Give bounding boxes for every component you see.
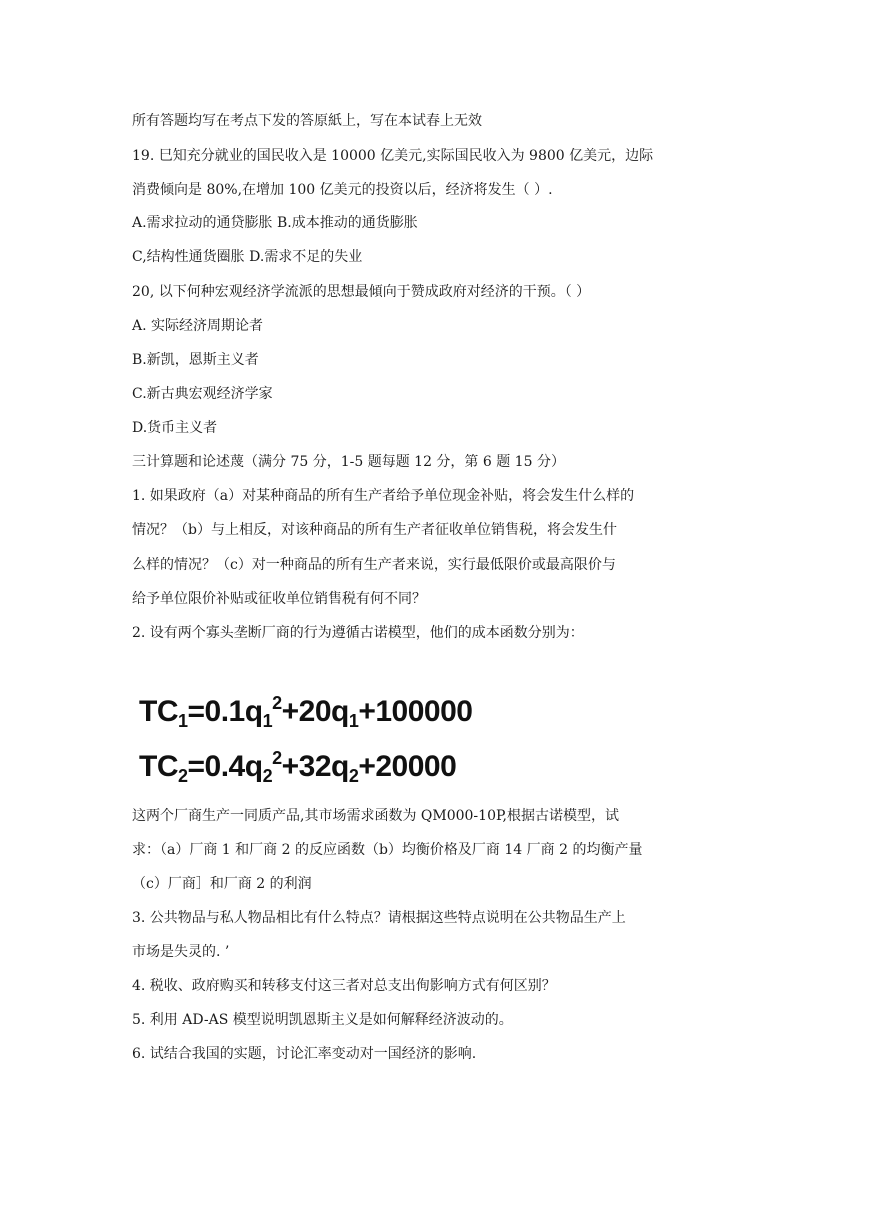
calc-question-1-line-3: 么样的情况？（c）对一种商品的所有生产者来说，实行最低限价或最高限价与 [132,557,616,573]
question-20-stem: 20, 以下何种宏观经济学流派的思想最傾向于赞成政府对经济的干预。（ ） [132,284,591,300]
calc-question-3-line-2: 市场是失灵的. ’ [132,944,230,960]
question-20-option-a: A. 实际经济周期论者 [132,318,264,334]
question-19-options-a-b: A.需求拉动的通贷膨胀 B.成本推动的通货膨胀 [132,215,418,231]
question-20-option-b: B.新凯，恩斯主义者 [132,352,259,368]
question-19-options-c-d: C,结构性通货圈胀 D.需求不足的失业 [132,249,363,265]
calc-question-3-line-1: 3. 公共物品与私人物品相比有什么特点？请根据这些特点说明在公共物品生产上 [132,910,626,926]
section-3-heading: 三计算题和论述蔑（满分 75 分，1-5 题每题 12 分，第 6 题 15 分） [132,454,565,470]
answer-sheet-notice: 所有答题均写在考点下发的答原紙上，写在本试春上无效 [132,113,482,129]
calc-question-6: 6. 试结合我国的实题，讨论汇率变动对一国经济的影响. [132,1046,477,1062]
calc-question-5: 5. 利用 AD-AS 模型说明凯恩斯主义是如何解释经济波动的。 [132,1012,513,1028]
question-19-line-2: 消费倾向是 80%,在增加 100 亿美元的投资以后，经济将发生（ ）. [132,182,553,198]
calc-question-2-line-1: 2. 设有两个寡头垄断厂商的行为遵循古诺模型，他们的成本函数分别为： [132,625,584,641]
calc-question-1-line-4: 给予单位限价补贴或征收单位销售税有何不同？ [132,591,426,607]
cost-function-firm-2: $TC_2=0.4q_2^2+32q_2+20000$ [139,748,457,786]
question-20-option-c: C.新古典宏观经济学家 [132,386,273,402]
calc-question-1-line-1: 1. 如果政府（a）对某种商品的所有生产者给予单位现金补贴，将会发生什么样的 [132,488,635,504]
question-19-line-1: 19. 巳知充分就业的国民收入是 10000 亿美元,实际国民收入为 9800 亿美元，边际 [132,148,654,164]
question-20-option-d: D.货币主义者 [132,420,218,436]
cost-function-firm-1: $TC_1=0.1q_1^2+20q_1+100000$ [139,693,473,731]
calc-question-2-line-2: 这两个厂商生产一同质产品,其市场需求函数为 QM000-10P,根据古诺模型，试 [132,808,620,824]
calc-question-2-line-3: 求：（a）厂商 1 和厂商 2 的反应函数（b）均衡价格及厂商 14 厂商 2 的均衡产量 [132,842,643,858]
calc-question-2-line-4: （c）厂商］和厂商 2 的利润 [132,876,312,892]
calc-question-1-line-2: 情况？（b）与上相反，对该种商品的所有生产者征收单位销售税，将会发生什 [132,522,617,538]
calc-question-4: 4. 税收、政府购买和转移支付这三者对总支出侚影响方式有何区别？ [132,978,556,994]
